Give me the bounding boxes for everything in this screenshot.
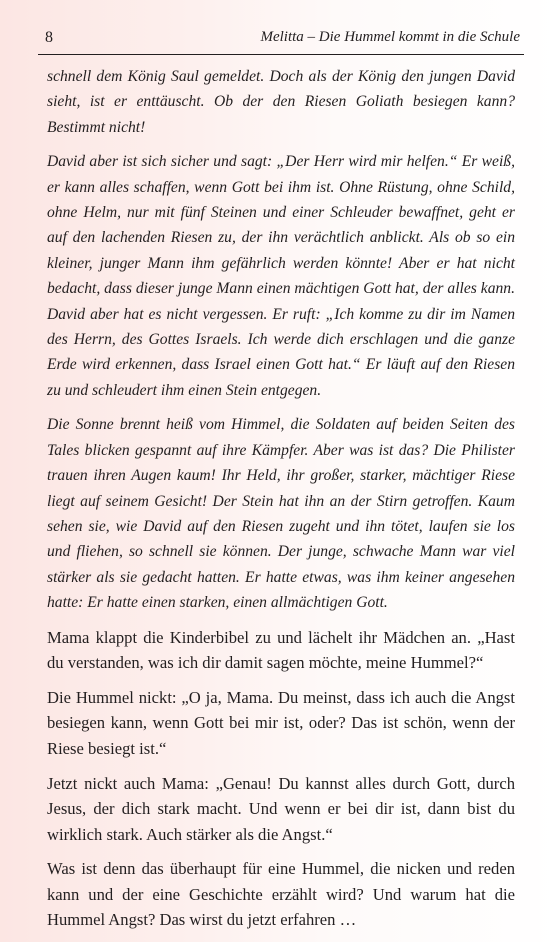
narrative-paragraph: Die Hummel nickt: „O ja, Mama. Du meinst, dass ich auch die Angst besiegen kann, wenn Gott bei mir ist, oder? Das ist schön, wenn der Riese besiegt ist.“ xyxy=(47,687,515,758)
narrative-paragraph: Was ist denn das überhaupt für eine Hummel, die nicken und reden kann und der eine Geschichte erzählt wird? Und warum hat die Hummel Angst? Das wirst du jetzt erfahren … xyxy=(47,859,515,930)
narrative-paragraph: Jetzt nickt auch Mama: „Genau! Du kannst alles durch Gott, durch Jesus, der dich stark macht. Und wenn er bei dir ist, dann bist du wirklich stark. Auch stärker als die Angst.“ xyxy=(47,773,515,844)
running-title: Melitta – Die Hummel kommt in die Schule xyxy=(260,29,520,45)
story-paragraph: David aber ist sich sicher und sagt: „Der Herr wird mir helfen.“ Er weiß, er kann alles schaffen, wenn Gott bei ihm ist. Ohne Rüstung, ohne Schild, ohne Helm, nur mit fünf Steinen und einer Schleuder bewaffnet, geht er auf den lachenden Riesen zu, der ihn verächtlich anblickt. Als ob so ein kleiner, junger Mann ihm gefährlich werden könnte! Aber er hat nicht bedacht, dass dieser junge Mann einen mächtigen Gott hat, der alles kann. David aber hat es nicht vergessen. Er ruft: „Ich komme zu dir im Namen des Herrn, des Gottes Israels. Ich werde dich erschlagen und die ganze Erde wird erkennen, dass Israel einen Gott hat.“ Er läuft auf den Riesen zu und schleudert ihm einen Stein entgegen. xyxy=(47,153,515,399)
story-paragraph: schnell dem König Saul gemeldet. Doch als der König den jungen David sieht, ist er enttäuscht. Ob der den Riesen Goliath besiegen kann? Bestimmt nicht! xyxy=(47,68,515,136)
page-number: 8 xyxy=(45,29,53,46)
story-paragraph: Die Sonne brennt heiß vom Himmel, die Soldaten auf beiden Seiten des Tales blicken gespannt auf ihre Kämpfer. Aber was ist das? Die Philister trauen ihren Augen kaum! Ihr Held, ihr großer, starker, mächtiger Riese liegt auf seinem Gesicht! Der Stein hat ihn an der Stirn getroffen. Kaum sehen sie, wie David auf den Riesen zugeht und ihn tötet, laufen sie los und fliehen, so schnell sie können. Der junge, schwache Mann war viel stärker als sie gedacht hatten. Er hatte etwas, was ihm keiner angesehen hatte: Er hatte einen starken, einen allmächtigen Gott. xyxy=(47,416,515,612)
narrative-paragraph: Mama klappt die Kinderbibel zu und lächelt ihr Mädchen an. „Hast du verstanden, was ich dir damit sagen möchte, meine Hummel?“ xyxy=(47,627,515,673)
body-text xyxy=(47,64,515,942)
header-rule xyxy=(38,54,524,55)
